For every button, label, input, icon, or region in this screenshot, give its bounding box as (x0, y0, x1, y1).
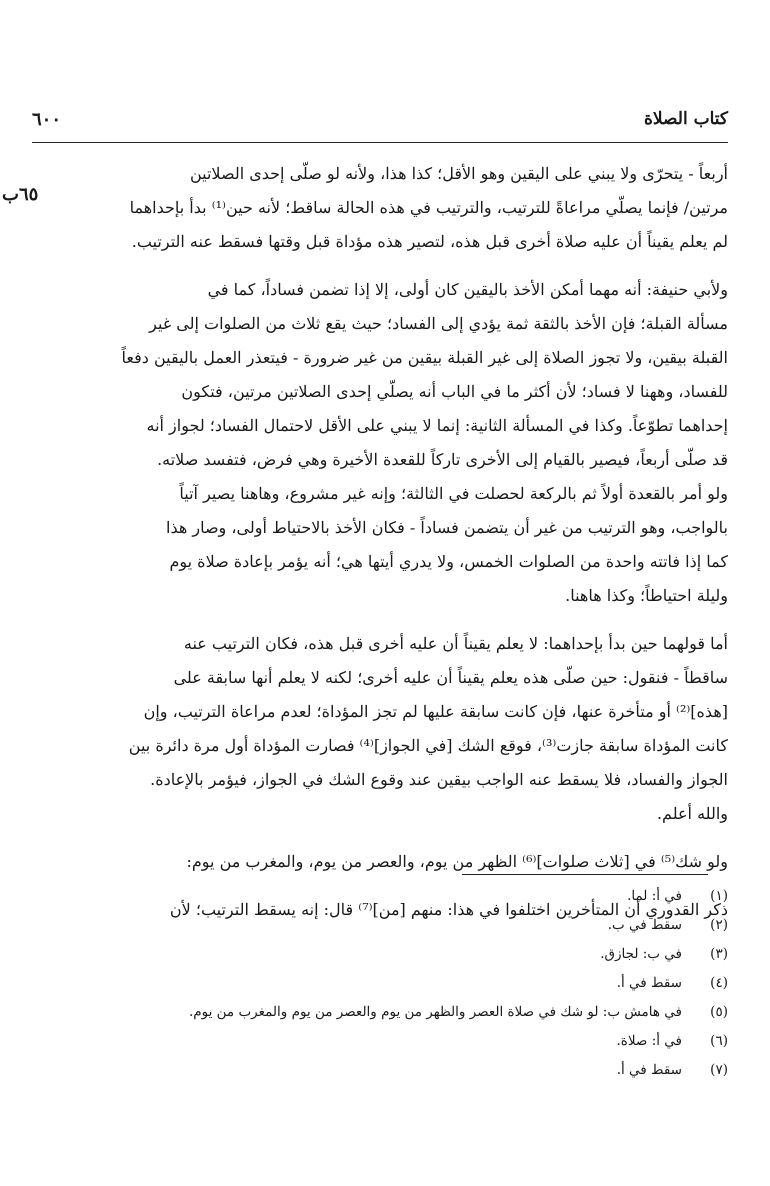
page-number: ٦٠٠ (32, 108, 62, 130)
footnote-item (88, 911, 728, 940)
text-line: والله أعلم. (656, 804, 728, 823)
footnote-text: في أ: صلاة. (616, 1033, 682, 1049)
footnote-number: (٥) (710, 1004, 728, 1020)
chapter-title: كتاب الصلاة (643, 109, 728, 129)
footnote-item (88, 882, 728, 911)
text-line: كانت المؤداة سابقة جازت⁽³⁾، فوقع الشك [في الجواز]⁽⁴⁾ فصارت المؤداة أول مرة دائرة بين (128, 736, 728, 755)
text-line: ساقطاً - فنقول: حين صلّى هذه يعلم يقيناً أن عليه أخرى؛ لكنه لا يعلم أنها سابقة على (173, 668, 728, 687)
text-line: ولأبي حنيفة: أنه مهما أمكن الأخذ باليقين كان أولى، إلا إذا تضمن فساداً، كما في (207, 280, 728, 299)
page-header (32, 100, 728, 143)
document-page (2, 100, 728, 941)
footnote-divider (462, 874, 708, 875)
footnote-item (88, 940, 728, 969)
manuscript-folio-marker: ٦٥ب (2, 184, 39, 205)
text-line: وليلة احتياطاً؛ وكذا هاهنا. (565, 586, 728, 605)
text-line: بالواجب، وهو الترتيب من غير أن يتضمن فساداً - فكان الأخذ بالاحتياط أولى، وصار هذا (166, 518, 728, 537)
text-line: قد صلّى أربعاً، فيصير بالقيام إلى الأخرى تاركاً للقعدة الأخيرة وهي فرض، فتفسد صلاته. (157, 450, 728, 469)
footnote-number: (٧) (710, 1062, 728, 1078)
footnote-text: في أ: لما. (627, 888, 682, 904)
footnote-text: في هامش ب: لو شك في صلاة العصر والظهر من يوم والعصر من يوم والمغرب من يوم. (188, 1004, 682, 1020)
footnote-item (88, 969, 728, 998)
text-line: ولو أمر بالقعدة أولاً ثم بالركعة لحصلت في الثالثة؛ وإنه غير مشروع، وهاهنا يصير آتياً (179, 484, 728, 503)
text-line: الجواز والفساد، فلا يسقط عنه الواجب بيقين عند وقوع الشك في الجواز، فيؤمر بالإعادة. (150, 770, 728, 789)
text-line: القبلة بيقين، ولا تجوز الصلاة إلى غير القبلة بيقين من غير ضرورة - فيتعذر العمل باليقين دفعاً (121, 348, 728, 367)
footnote-number: (٤) (710, 975, 728, 991)
footnote-number: (٦) (710, 1033, 728, 1049)
footnote-number: (١) (710, 888, 728, 904)
footnote-text: سقط في أ. (616, 1062, 682, 1078)
paragraph-1 (32, 157, 728, 259)
footnote-item (88, 1027, 728, 1056)
paragraph-2 (32, 273, 728, 613)
footnote-number: (٢) (710, 917, 728, 933)
text-line: للفساد، وههنا لا فساد؛ لأن أكثر ما في الباب أنه يصلّي إحدى الصلاتين مرتين، فتكون (181, 382, 728, 401)
text-line: ولو شك⁽⁵⁾ في [ثلاث صلوات]⁽⁶⁾ الظهر من يوم، والعصر من يوم، والمغرب من يوم: (186, 852, 728, 871)
text-line: مرتين/ فإنما يصلّي مراعاةً للترتيب، والترتيب في هذه الحالة ساقط؛ لأنه حين⁽¹⁾ بدأ بإحداهما (129, 198, 728, 217)
text-line: مسألة القبلة؛ فإن الأخذ بالثقة ثمة يؤدي إلى الفساد؛ حيث يقع ثلاث من الصلوات إلى غير (149, 314, 728, 333)
footnote-item (88, 1056, 728, 1085)
text-line: ذكر القدوري أن المتأخرين اختلفوا في هذا: منهم [من]⁽⁷⁾ قال: إنه يسقط الترتيب؛ لأن (169, 900, 728, 919)
text-line: إحداهما تطوّعاً. وكذا في المسألة الثانية: إنما لا يبني على الأقل لاحتمال الفساد؛ لجواز أنه (146, 416, 728, 435)
footnotes (88, 882, 728, 1085)
footnote-text: سقط في أ. (616, 975, 682, 991)
text-line: [هذه]⁽²⁾ أو متأخرة عنها، فإن كانت سابقة عليها لم تجز المؤداة؛ لعدم مراعاة الترتيب، وإن (143, 702, 728, 721)
text-line: لم يعلم يقيناً أن عليه صلاة أخرى قبل هذه، لتصير هذه مؤداة قبل وقتها فسقط عنه الترتيب. (131, 232, 728, 251)
paragraph-3 (32, 627, 728, 831)
text-line: أما قولهما حين بدأ بإحداهما: لا يعلم يقيناً أن عليه أخرى قبل هذه، فكان الترتيب عنه (183, 634, 728, 653)
footnote-text: سقط في ب. (607, 917, 682, 933)
footnote-text: في ب: لجازق. (600, 946, 682, 962)
text-line: أربعاً - يتحرّى ولا يبني على اليقين وهو الأقل؛ كذا هذا، ولأنه لو صلّى إحدى الصلاتين (189, 164, 728, 183)
footnote-number: (٣) (710, 946, 728, 962)
text-line: كما إذا فاتته واحدة من الصلوات الخمس، ولا يدري أيتها هي؛ أنه يؤمر بإعادة صلاة يوم (169, 552, 728, 571)
footnote-item (88, 998, 728, 1027)
